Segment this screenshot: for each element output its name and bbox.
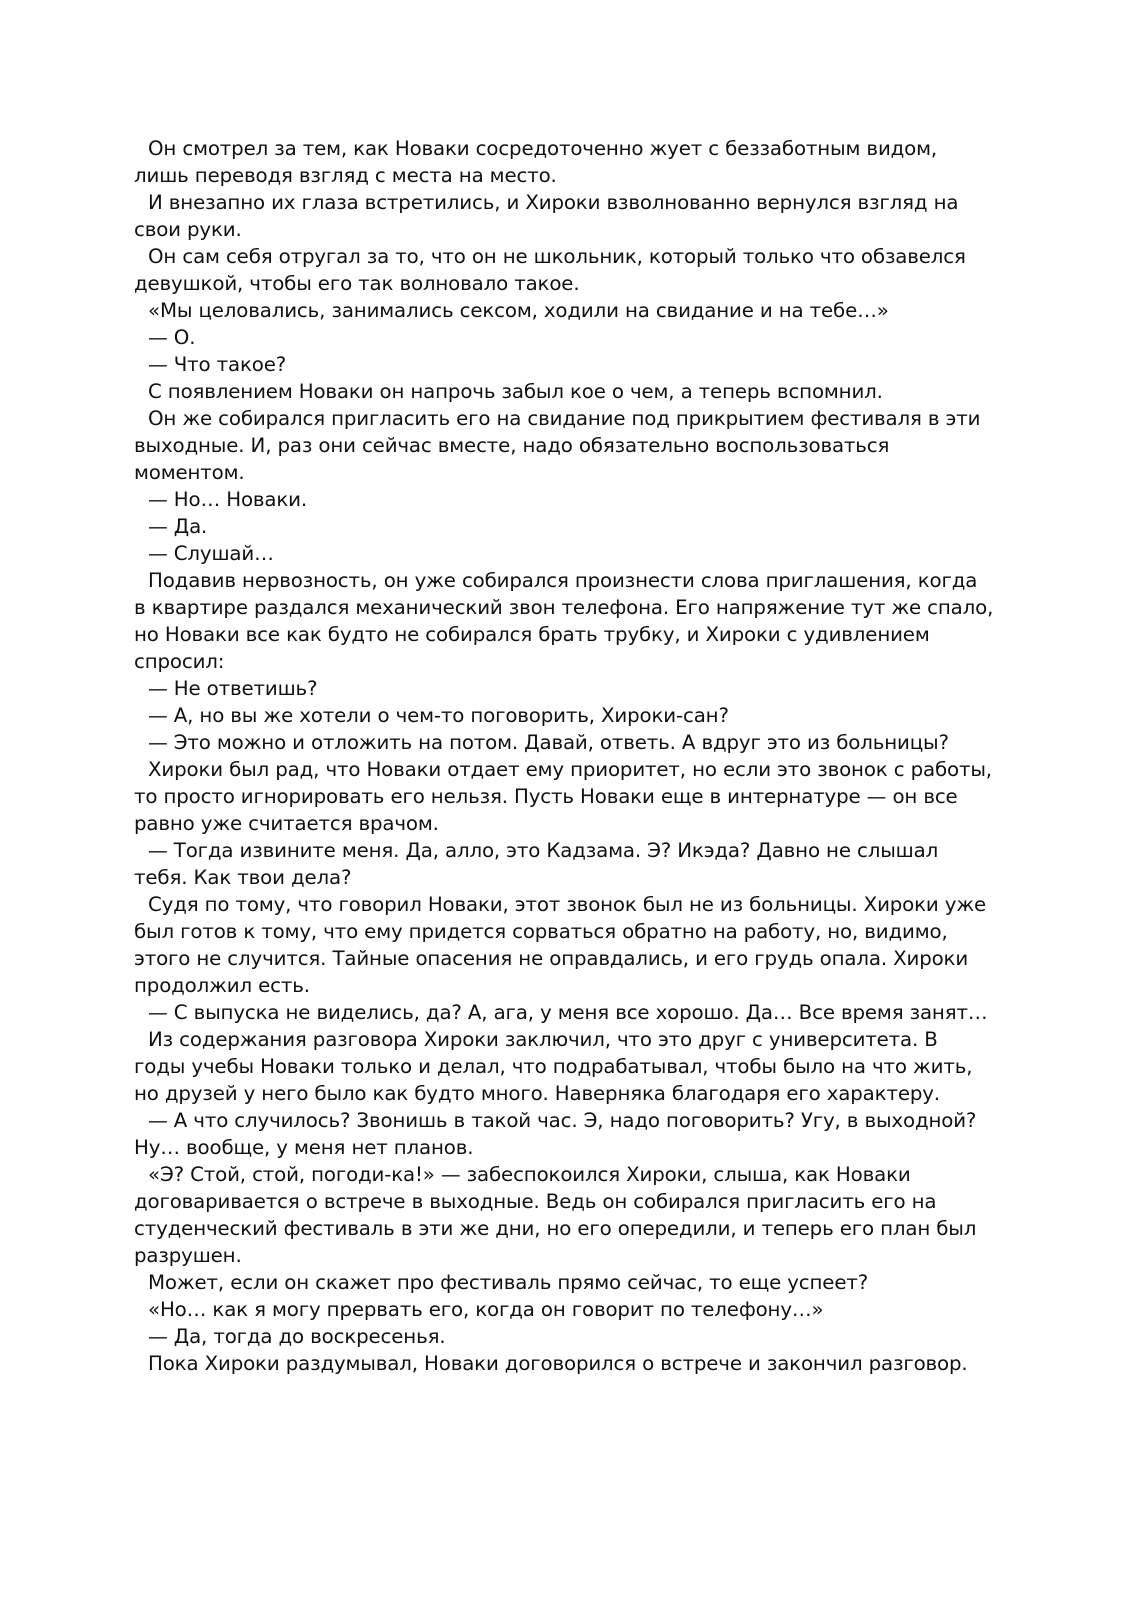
paragraph: — Тогда извините меня. Да, алло, это Кадзама. Э? Икэда? Давно не слышал тебя. Как твои дела? [134, 839, 939, 889]
paragraph: С появлением Новаки он напрочь забыл кое о чем, а теперь вспомнил. [148, 380, 883, 403]
paragraph: — А, но вы же хотели о чем-то поговорить, Хироки-сан? [148, 704, 729, 727]
paragraph: «Мы целовались, занимались сексом, ходили на свидание и на тебе…» [148, 299, 889, 322]
paragraph: «Э? Стой, стой, погоди-ка!» — забеспокоился Хироки, слыша, как Новаки договаривается о встрече в выходные. Ведь он собирался пригласить его на студенческий фестиваль в эти же дни, но его опередили, и теперь его план был разрушен. [134, 1163, 977, 1267]
paragraph: — А что случилось? Звонишь в такой час. Э, надо поговорить? Угу, в выходной? Ну… вообще, у меня нет планов. [134, 1109, 977, 1159]
paragraph: Он же собирался пригласить его на свидание под прикрытием фестиваля в эти выходные. И, раз они сейчас вместе, надо обязательно воспользоваться моментом. [134, 407, 981, 484]
paragraph: Из содержания разговора Хироки заключил, что это друг с университета. В годы учебы Новаки только и делал, что подрабатывал, чтобы было на что жить, но друзей у него было как будто много. Наверняка благодаря его характеру. [134, 1028, 973, 1105]
paragraph: Пока Хироки раздумывал, Новаки договорился о встрече и закончил разговор. [148, 1352, 968, 1375]
paragraph: — Слушай… [148, 542, 274, 565]
paragraph: «Но… как я могу прервать его, когда он говорит по телефону…» [148, 1298, 824, 1321]
document-body [134, 135, 994, 1377]
paragraph: — Что такое? [148, 353, 287, 376]
paragraph: — О. [148, 326, 196, 349]
paragraph: Судя по тому, что говорил Новаки, этот звонок был не из больницы. Хироки уже был готов к тому, что ему придется сорваться обратно на работу, но, видимо, этого не случится. Тайные опасения не оправдались, и его грудь опала. Хироки продолжил есть. [134, 893, 987, 997]
paragraph: — С выпуска не виделись, да? А, ага, у меня все хорошо. Да… Все время занят… [148, 1001, 988, 1024]
paragraph: — Но… Новаки. [148, 488, 308, 511]
paragraph: Может, если он скажет про фестиваль прямо сейчас, то еще успеет? [148, 1271, 869, 1294]
paragraph: — Да, тогда до воскресенья. [148, 1325, 446, 1348]
paragraph: И внезапно их глаза встретились, и Хироки взволнованно вернулся взгляд на свои руки. [134, 191, 959, 241]
paragraph: — Не ответишь? [148, 677, 318, 700]
paragraph: Он сам себя отругал за то, что он не школьник, который только что обзавелся девушкой, чтобы его так волновало такое. [134, 245, 966, 295]
paragraph: Он смотрел за тем, как Новаки сосредоточенно жует с беззаботным видом, лишь переводя взгляд с места на место. [134, 137, 938, 187]
paragraph: Хироки был рад, что Новаки отдает ему приоритет, но если это звонок с работы, то просто игнорировать его нельзя. Пусть Новаки еще в интернатуре — он все равно уже считается врачом. [134, 758, 992, 835]
paragraph: Подавив нервозность, он уже собирался произнести слова приглашения, когда в квартире раздался механический звон телефона. Его напряжение тут же спало, но Новаки все как будто не собирался брать трубку, и Хироки с удивлением спросил: [134, 569, 994, 673]
paragraph: — Это можно и отложить на потом. Давай, ответь. А вдруг это из больницы? [148, 731, 949, 754]
paragraph: — Да. [148, 515, 208, 538]
